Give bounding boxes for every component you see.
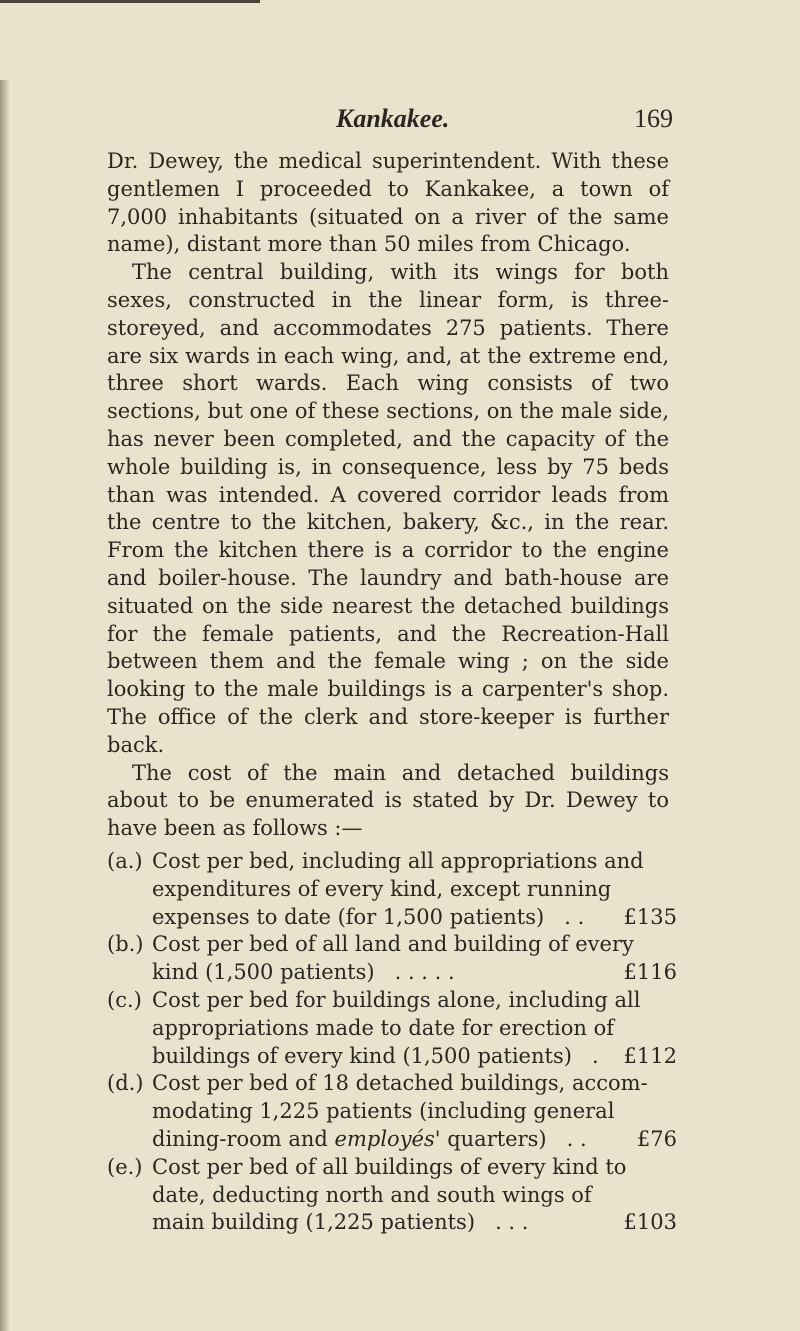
item-text: kind (1,500 patients)	[152, 960, 375, 985]
cost-item-b	[107, 931, 677, 987]
item-amount: £116	[623, 960, 677, 985]
body-text	[107, 148, 669, 843]
item-last-line	[152, 1126, 677, 1154]
item-letter: (b.)	[107, 932, 144, 957]
item-amount: £135	[623, 904, 677, 929]
item-last-line	[152, 1209, 677, 1237]
item-last-line	[152, 1043, 677, 1071]
paragraph: Dr. Dewey, the medical superintendent. With these gentlemen I proceeded to Kankakee, a town of 7,000 inhabitants (situated on a river of the same name), distant more than 50 miles from Chicago.	[107, 149, 669, 257]
item-text: dining-room and	[152, 1126, 335, 1151]
paragraph: The central building, with its wings for both sexes, constructed in the linear form, is three-storeyed, and accommodates 275 patients. There are six wards in each wing, and, at the extreme end, three short wards. Each wing consists of two sections, but one of these sections, on the male side, has never been completed, and the capacity of the whole building is, in consequence, less by 75 beds than was intended. A covered corridor leads from the centre to the kitchen, bakery, &c., in the rear. From the kitchen there is a corridor to the engine and boiler-house. The laundry and bath-house are situated on the side nearest the detached buildings for the female patients, and the Recreation-Hall between them and the female wing ; on the side looking to the male buildings is a carpenter's shop. The office of the clerk and store-keeper is further back.	[107, 260, 669, 757]
item-text-italic: employés'	[334, 1126, 441, 1151]
cost-item-e	[107, 1154, 677, 1237]
item-line: Cost per bed of all buildings of every kind to	[152, 1154, 627, 1179]
item-last-line	[152, 904, 677, 932]
cost-list	[107, 848, 677, 1237]
cost-item-d	[107, 1070, 677, 1153]
item-text: main building (1,225 patients)	[152, 1210, 476, 1235]
paragraph: The cost of the main and detached buildings about to be enumerated is stated by Dr. Dewey to have been as follows :—	[107, 760, 669, 841]
item-letter: (d.)	[107, 1071, 144, 1096]
dot-leader: . .	[566, 1126, 587, 1151]
item-line: appropriations made to date for erection of	[152, 1015, 615, 1040]
item-amount: £103	[623, 1210, 677, 1235]
item-text: quarters)	[440, 1126, 547, 1151]
cost-item-a	[107, 848, 677, 931]
item-letter: (c.)	[107, 987, 142, 1012]
item-line: Cost per bed for buildings alone, including all	[152, 987, 641, 1012]
running-title: Kankakee.	[336, 104, 450, 133]
dot-leader: . . .	[495, 1210, 529, 1235]
item-amount: £76	[636, 1126, 677, 1151]
dot-leader: . .	[564, 904, 585, 929]
page-number: 169	[634, 104, 673, 133]
item-text: expenses to date (for 1,500 patients)	[152, 904, 545, 929]
dot-leader: .	[591, 1043, 599, 1068]
item-letter: (e.)	[107, 1154, 143, 1179]
dot-leader: . . . . .	[394, 960, 455, 985]
item-line: Cost per bed of 18 detached buildings, accom-	[152, 1071, 648, 1096]
cost-item-c	[107, 987, 677, 1070]
item-text: buildings of every kind (1,500 patients)	[152, 1043, 572, 1068]
item-amount: £112	[623, 1043, 677, 1068]
item-line: Cost per bed of all land and building of every	[152, 932, 634, 957]
item-line: Cost per bed, including all appropriations and	[152, 849, 644, 873]
item-line: modating 1,225 patients (including general	[152, 1099, 615, 1124]
item-last-line	[152, 959, 677, 987]
item-line: date, deducting north and south wings of	[152, 1182, 592, 1207]
item-line: expenditures of every kind, except running	[152, 876, 612, 901]
item-letter: (a.)	[107, 849, 143, 873]
